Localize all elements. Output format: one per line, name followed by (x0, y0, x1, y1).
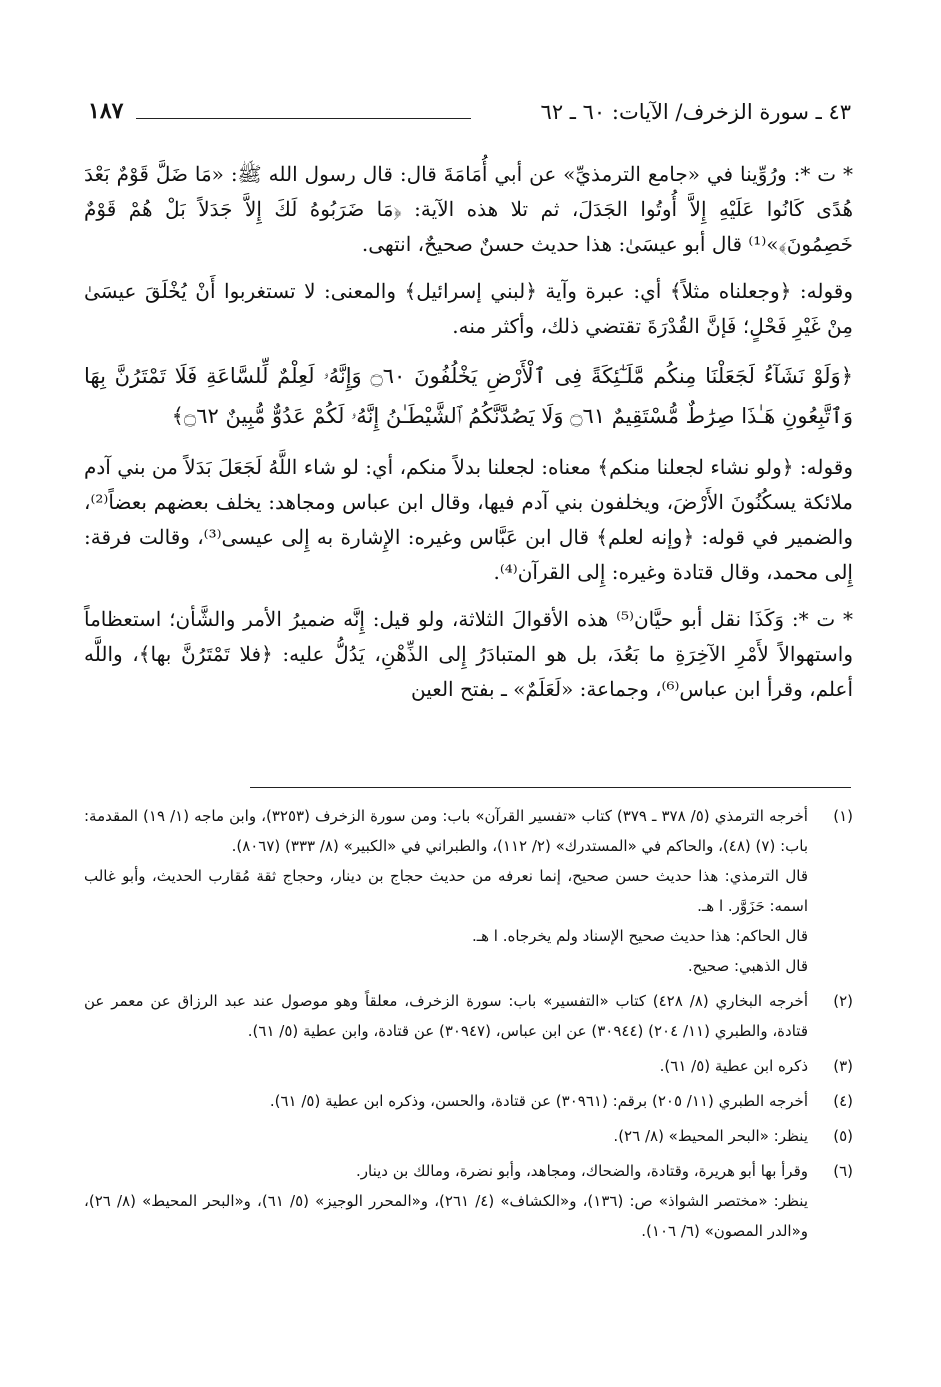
page-number: ١٨٧ (88, 98, 124, 124)
footnote-4 (84, 1086, 853, 1116)
footnote-line: قال الحاكم: هذا حديث صحيح الإسناد ولم يخرجاه. ا هـ. (471, 927, 808, 945)
footnote-number: (٢) (833, 992, 853, 1010)
paragraph-abu-hayyan: * ت *: وَكَذَا نقل أبو حيَّان⁽⁵⁾ هذه الأقوالَ الثلاثة، ولو قيل: إِنَّه ضميرُ الأمر والشَّأن؛ استعظاماً واستهوالاً لأَمْرِ الآخِرَةِ ما بَعُدَ، بل هو المتبادَرُ إِلى الذِّهْنِ، يَدُلُّ عليه: ﴿فلا تَمْتَرُنَّ بها﴾، واللَّه أعلم، وقرأ ابن عباس⁽⁶⁾، وجماعة: «لَعَلَمٌ» ـ بفتح العين (84, 607, 853, 701)
paragraph-commentary-mathal: وقوله: ﴿وجعلناه مثلاً﴾ أي: عبرة وآية ﴿لبني إسرائيل﴾ والمعنى: لا تستغربوا أَنْ يُخْلَقَ عيسَىٰ مِنْ غَيْرِ فَحْلٍ؛ فَإنَّ القُدْرَةَ تقتضي ذلك، وأكثر منه. (84, 279, 853, 338)
footnote-line: ينظر: «مختصر الشواذ» ص: (١٣٦)، و«الكشاف» (٤/ ٢٦١)، و«المحرر الوجيز» (٥/ ٦١)، و«البحر المحيط» (٨/ ٢٦)، و«الدر المصون» (٦/ ١٠٦). (84, 1192, 808, 1240)
paragraph-commentary-law-nasha: وقوله: ﴿ولو نشاء لجعلنا منكم﴾ معناه: لجعلنا بدلاً منكم، أي: لو شاء اللَّهُ لَجَعَلَ بَدَلاً من بني آدم ملائكة يسكُنُونَ الأَرْضَ، ويخلفون بني آدم فيها، وقال ابن عباس ومجاهد: يخلف بعضهم بعضاً⁽²⁾، والضمير في قوله: ﴿وإنه لعلم﴾ قال ابن عَبَّاس وغيره: الإِشارة به إِلى عيسى⁽³⁾، وقالت فرقة: إِلى محمد، وقال قتادة وغيره: إِلى القرآن⁽⁴⁾. (84, 455, 854, 584)
footnotes (84, 801, 853, 1251)
footnote-number: (١) (833, 807, 853, 825)
footnote-line: أخرجه الطبري (١١/ ٢٠٥) برقم: (٣٠٩٦١) عن قتادة، والحسن، وذكره ابن عطية (٥/ ٦١). (269, 1092, 808, 1110)
main-text (84, 157, 853, 719)
footnote-3 (84, 1051, 853, 1081)
running-title: ٤٣ ـ سورة الزخرف/ الآيات: ٦٠ ـ ٦٢ (540, 100, 851, 124)
footnote-line: ذكره ابن عطية (٥/ ٦١). (659, 1057, 808, 1075)
footnote-2 (84, 986, 853, 1046)
quran-verses-60-62: ﴿وَلَوْ نَشَآءُ لَجَعَلْنَا مِنكُم مَّلَـٰٓئِكَةً فِى ٱلْأَرْضِ يَخْلُفُونَ ۝٦٠ وَإِنَّهُۥ لَعِلْمٌ لِّلسَّاعَةِ فَلَا تَمْتَرُنَّ بِهَا وَٱتَّبِعُونِ هَـٰذَا صِرَٰطٌ مُّسْتَقِيمٌ ۝٦١ وَلَا يَصُدَّنَّكُمُ ٱلشَّيْطَـٰنُ إِنَّهُۥ لَكُمْ عَدُوٌّ مُّبِينٌ ۝٦٢﴾ (84, 364, 853, 428)
footnote-line: أخرجه الترمذي (٥/ ٣٧٨ ـ ٣٧٩) كتاب «تفسير القرآن» باب: ومن سورة الزخرف (٣٢٥٣)، وابن ماجه (١/ ١٩) المقدمة: باب: (٧) (٤٨)، والحاكم في «المستدرك» (٢/ ١١٢)، والطبراني في «الكبير» (٨/ ٣٣٣) (٨٠٦٧). (84, 807, 808, 855)
footnote-line: أخرجه البخاري (٨/ ٤٢٨) كتاب «التفسير» باب: سورة الزخرف، معلقاً وهو موصول عند عبد الرزاق عن معمر عن قتادة، والطبري (١١/ ٢٠٤) (٣٠٩٤٤) عن ابن عباس، (٣٠٩٤٧) عن قتادة، وابن عطية (٥/ ٦١). (84, 992, 808, 1040)
footnote-6 (84, 1156, 853, 1246)
footnote-5 (84, 1121, 853, 1151)
footnote-1 (84, 801, 853, 981)
footnote-number: (٥) (833, 1127, 853, 1145)
footnote-number: (٤) (833, 1092, 853, 1110)
footnote-number: (٦) (833, 1162, 853, 1180)
footnote-number: (٣) (833, 1057, 853, 1075)
footnote-line: وقرأ بها أبو هريرة، وقتادة، والضحاك، ومجاهد، وأبو نضرة، ومالك بن دينار. (356, 1162, 808, 1180)
footnote-line: قال الترمذي: هذا حديث حسن صحيح، إنما نعرفه من حديث حجاج بن دينار، وحجاج ثقة مُقارب الحديث، وأبو غالب اسمه: حَزَوَّر. ا هـ. (84, 867, 808, 915)
paragraph-tirmidhi-hadith: * ت *: ورُوِّينا في «جامع الترمذيِّ» عن أبي أُمَامَةَ قال: قال رسول الله ﷺ: «مَا ضَلَّ قَوْمٌ بَعْدَ هُدًى كَانُوا عَلَيْهِ إِلاَّ أُوتُوا الجَدَلَ، ثم تلا هذه الآية: ﴿مَا ضَرَبُوهُ لَكَ إِلاَّ جَدَلاً بَلْ هُمْ قَوْمٌ خَصِمُونَ﴾»⁽¹⁾ قال أبو عيسَىٰ: هذا حديث حسنٌ صحيحٌ، انتهى. (84, 162, 853, 256)
footnote-separator (250, 787, 851, 788)
footnote-line: قال الذهبي: صحيح. (687, 957, 808, 975)
page-header (88, 96, 851, 136)
footnote-line: ينظر: «البحر المحيط» (٨/ ٢٦). (613, 1127, 808, 1145)
header-rule (136, 118, 471, 119)
